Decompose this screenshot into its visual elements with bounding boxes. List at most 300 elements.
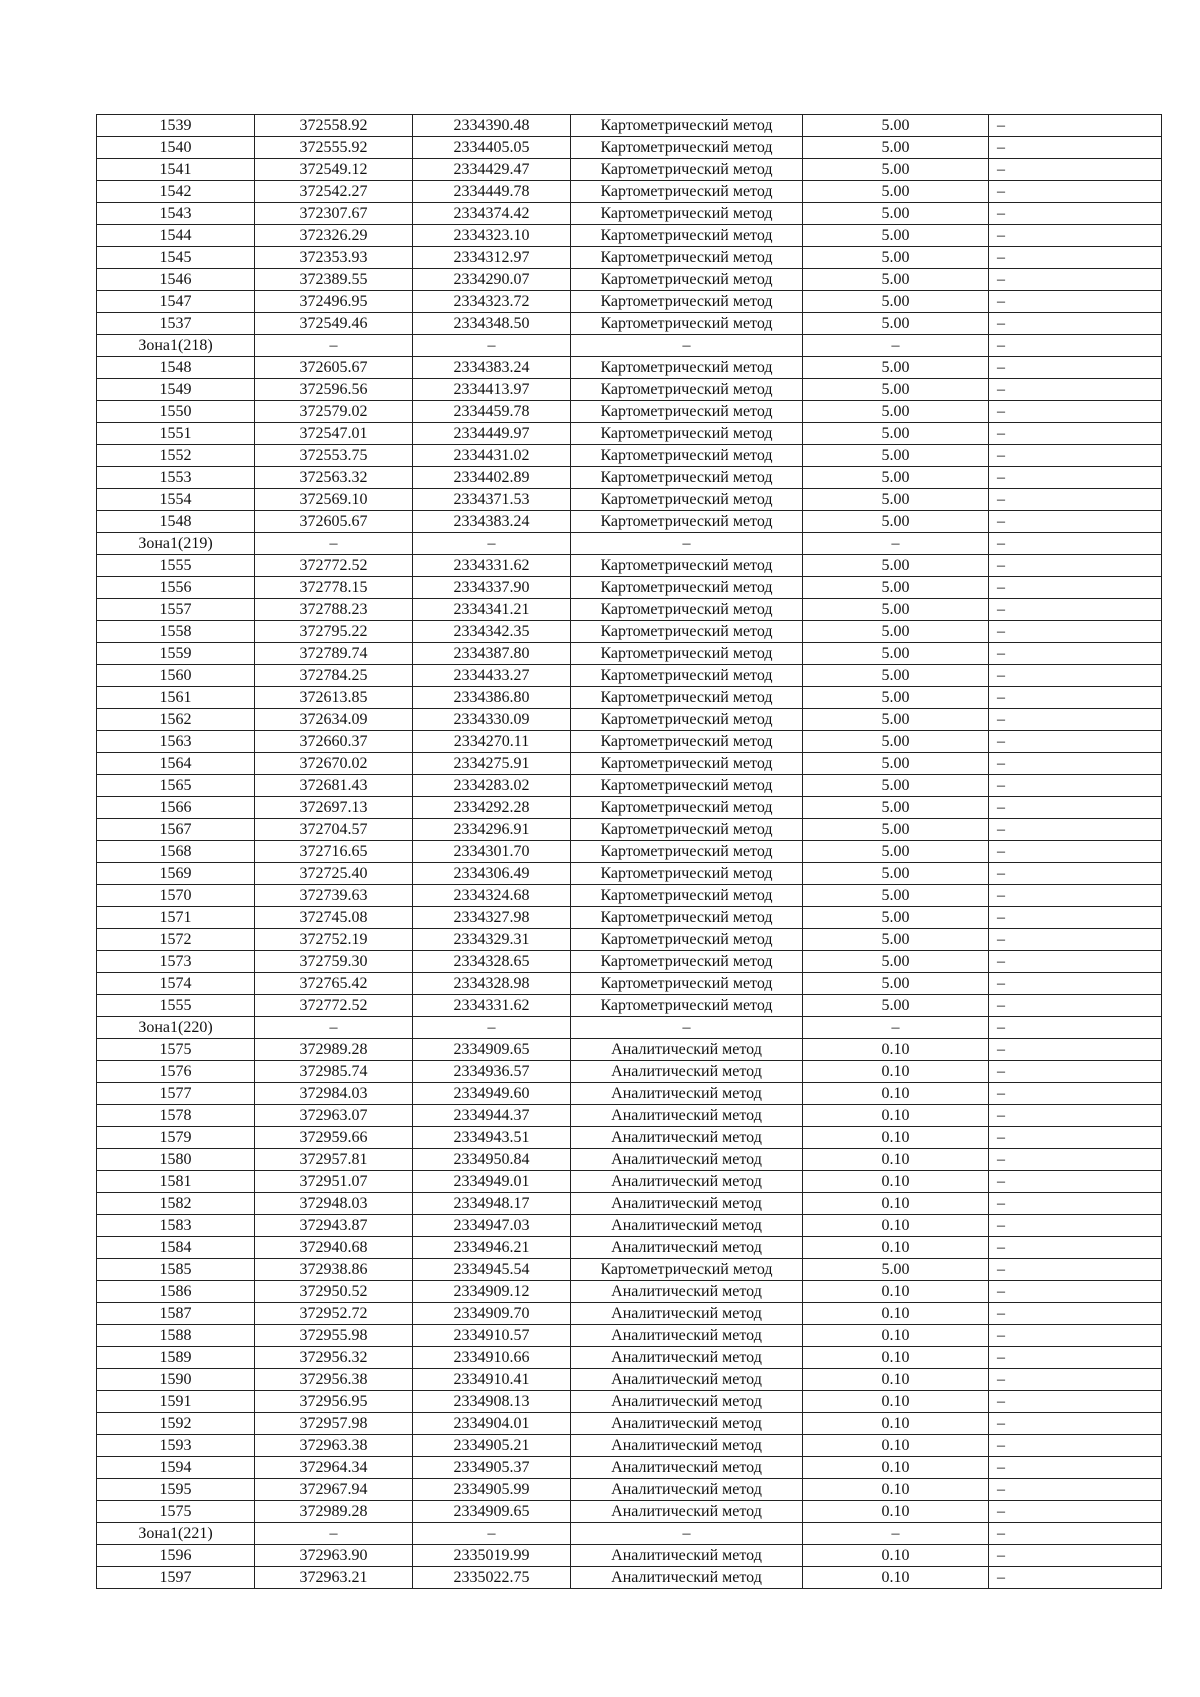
x-coordinate-cell: 372959.66: [255, 1127, 413, 1149]
method-cell: Картометрический метод: [571, 247, 803, 269]
extra-cell: –: [989, 731, 1162, 753]
method-cell: –: [571, 335, 803, 357]
accuracy-cell: 5.00: [803, 995, 989, 1017]
table-row: [97, 753, 1162, 775]
accuracy-cell: 5.00: [803, 775, 989, 797]
x-coordinate-cell: 372704.57: [255, 819, 413, 841]
y-coordinate-cell: 2334943.51: [413, 1127, 571, 1149]
extra-cell: –: [989, 709, 1162, 731]
table-row: [97, 1435, 1162, 1457]
point-id-cell: 1563: [97, 731, 255, 753]
y-coordinate-cell: 2334371.53: [413, 489, 571, 511]
method-cell: Картометрический метод: [571, 753, 803, 775]
table-row: [97, 907, 1162, 929]
x-coordinate-cell: 372596.56: [255, 379, 413, 401]
accuracy-cell: 0.10: [803, 1237, 989, 1259]
y-coordinate-cell: –: [413, 335, 571, 357]
point-id-cell: 1556: [97, 577, 255, 599]
accuracy-cell: 0.10: [803, 1567, 989, 1589]
point-id-cell: 1591: [97, 1391, 255, 1413]
y-coordinate-cell: 2334905.37: [413, 1457, 571, 1479]
method-cell: Картометрический метод: [571, 797, 803, 819]
accuracy-cell: 5.00: [803, 665, 989, 687]
method-cell: Аналитический метод: [571, 1501, 803, 1523]
table-row: [97, 511, 1162, 533]
y-coordinate-cell: 2334323.72: [413, 291, 571, 313]
x-coordinate-cell: 372605.67: [255, 357, 413, 379]
method-cell: Аналитический метод: [571, 1479, 803, 1501]
extra-cell: –: [989, 1303, 1162, 1325]
point-id-cell: 1596: [97, 1545, 255, 1567]
y-coordinate-cell: 2334949.01: [413, 1171, 571, 1193]
y-coordinate-cell: 2334904.01: [413, 1413, 571, 1435]
method-cell: Аналитический метод: [571, 1061, 803, 1083]
extra-cell: –: [989, 1237, 1162, 1259]
table-row: [97, 1259, 1162, 1281]
y-coordinate-cell: 2334292.28: [413, 797, 571, 819]
extra-cell: –: [989, 951, 1162, 973]
point-id-cell: 1585: [97, 1259, 255, 1281]
y-coordinate-cell: 2334909.65: [413, 1039, 571, 1061]
point-id-cell: 1587: [97, 1303, 255, 1325]
y-coordinate-cell: 2334329.31: [413, 929, 571, 951]
accuracy-cell: 0.10: [803, 1039, 989, 1061]
table-row: [97, 643, 1162, 665]
accuracy-cell: 5.00: [803, 137, 989, 159]
extra-cell: –: [989, 489, 1162, 511]
x-coordinate-cell: 372956.38: [255, 1369, 413, 1391]
extra-cell: –: [989, 137, 1162, 159]
x-coordinate-cell: 372697.13: [255, 797, 413, 819]
table-row: [97, 1457, 1162, 1479]
table-row: [97, 1039, 1162, 1061]
y-coordinate-cell: 2334390.48: [413, 115, 571, 137]
extra-cell: –: [989, 1061, 1162, 1083]
y-coordinate-cell: 2334374.42: [413, 203, 571, 225]
table-row: [97, 1347, 1162, 1369]
y-coordinate-cell: 2334910.66: [413, 1347, 571, 1369]
extra-cell: –: [989, 599, 1162, 621]
x-coordinate-cell: 372759.30: [255, 951, 413, 973]
table-row: [97, 1303, 1162, 1325]
extra-cell: –: [989, 929, 1162, 951]
accuracy-cell: 5.00: [803, 247, 989, 269]
y-coordinate-cell: 2334948.17: [413, 1193, 571, 1215]
y-coordinate-cell: 2334909.65: [413, 1501, 571, 1523]
x-coordinate-cell: 372353.93: [255, 247, 413, 269]
accuracy-cell: 5.00: [803, 203, 989, 225]
table-row: [97, 797, 1162, 819]
table-row: [97, 1479, 1162, 1501]
accuracy-cell: 5.00: [803, 445, 989, 467]
extra-cell: –: [989, 357, 1162, 379]
x-coordinate-cell: 372496.95: [255, 291, 413, 313]
point-id-cell: 1547: [97, 291, 255, 313]
method-cell: Картометрический метод: [571, 423, 803, 445]
point-id-cell: 1548: [97, 511, 255, 533]
point-id-cell: 1550: [97, 401, 255, 423]
extra-cell: –: [989, 1413, 1162, 1435]
method-cell: Картометрический метод: [571, 599, 803, 621]
x-coordinate-cell: 372558.92: [255, 115, 413, 137]
method-cell: Аналитический метод: [571, 1369, 803, 1391]
x-coordinate-cell: 372681.43: [255, 775, 413, 797]
accuracy-cell: 0.10: [803, 1413, 989, 1435]
x-coordinate-cell: –: [255, 533, 413, 555]
table-row: [97, 973, 1162, 995]
extra-cell: –: [989, 1039, 1162, 1061]
table-row: [97, 775, 1162, 797]
point-id-cell: 1537: [97, 313, 255, 335]
extra-cell: –: [989, 1127, 1162, 1149]
accuracy-cell: 5.00: [803, 379, 989, 401]
x-coordinate-cell: 372955.98: [255, 1325, 413, 1347]
y-coordinate-cell: 2334275.91: [413, 753, 571, 775]
y-coordinate-cell: 2334283.02: [413, 775, 571, 797]
extra-cell: –: [989, 1435, 1162, 1457]
x-coordinate-cell: 372952.72: [255, 1303, 413, 1325]
method-cell: Картометрический метод: [571, 137, 803, 159]
extra-cell: –: [989, 445, 1162, 467]
y-coordinate-cell: 2334383.24: [413, 511, 571, 533]
extra-cell: –: [989, 1259, 1162, 1281]
x-coordinate-cell: 372956.32: [255, 1347, 413, 1369]
method-cell: Картометрический метод: [571, 643, 803, 665]
extra-cell: –: [989, 973, 1162, 995]
extra-cell: –: [989, 1215, 1162, 1237]
x-coordinate-cell: 372613.85: [255, 687, 413, 709]
table-row: [97, 1325, 1162, 1347]
y-coordinate-cell: 2334383.24: [413, 357, 571, 379]
table-row: [97, 555, 1162, 577]
extra-cell: –: [989, 1017, 1162, 1039]
point-id-cell: 1593: [97, 1435, 255, 1457]
y-coordinate-cell: 2334337.90: [413, 577, 571, 599]
point-id-cell: 1595: [97, 1479, 255, 1501]
accuracy-cell: 5.00: [803, 1259, 989, 1281]
y-coordinate-cell: –: [413, 533, 571, 555]
point-id-cell: 1539: [97, 115, 255, 137]
table-row: [97, 929, 1162, 951]
table-row: [97, 291, 1162, 313]
x-coordinate-cell: 372547.01: [255, 423, 413, 445]
x-coordinate-cell: 372964.34: [255, 1457, 413, 1479]
accuracy-cell: 5.00: [803, 489, 989, 511]
extra-cell: –: [989, 1501, 1162, 1523]
accuracy-cell: 5.00: [803, 797, 989, 819]
x-coordinate-cell: 372605.67: [255, 511, 413, 533]
y-coordinate-cell: 2334296.91: [413, 819, 571, 841]
method-cell: Картометрический метод: [571, 401, 803, 423]
accuracy-cell: –: [803, 335, 989, 357]
x-coordinate-cell: 372555.92: [255, 137, 413, 159]
x-coordinate-cell: 372984.03: [255, 1083, 413, 1105]
x-coordinate-cell: 372795.22: [255, 621, 413, 643]
x-coordinate-cell: 372739.63: [255, 885, 413, 907]
y-coordinate-cell: 2334331.62: [413, 995, 571, 1017]
method-cell: Аналитический метод: [571, 1127, 803, 1149]
point-id-cell: 1569: [97, 863, 255, 885]
method-cell: Аналитический метод: [571, 1567, 803, 1589]
y-coordinate-cell: 2334301.70: [413, 841, 571, 863]
method-cell: Картометрический метод: [571, 489, 803, 511]
point-id-cell: 1589: [97, 1347, 255, 1369]
accuracy-cell: 0.10: [803, 1435, 989, 1457]
y-coordinate-cell: 2334905.21: [413, 1435, 571, 1457]
table-row: [97, 1083, 1162, 1105]
y-coordinate-cell: 2334944.37: [413, 1105, 571, 1127]
table-row: [97, 1391, 1162, 1413]
accuracy-cell: 5.00: [803, 929, 989, 951]
x-coordinate-cell: 372670.02: [255, 753, 413, 775]
table-row: [97, 1127, 1162, 1149]
method-cell: –: [571, 533, 803, 555]
x-coordinate-cell: 372789.74: [255, 643, 413, 665]
zone-label-cell: Зона1(218): [97, 335, 255, 357]
method-cell: Картометрический метод: [571, 819, 803, 841]
method-cell: Аналитический метод: [571, 1347, 803, 1369]
method-cell: Картометрический метод: [571, 577, 803, 599]
y-coordinate-cell: 2335019.99: [413, 1545, 571, 1567]
point-id-cell: 1583: [97, 1215, 255, 1237]
table-row: [97, 687, 1162, 709]
extra-cell: –: [989, 907, 1162, 929]
extra-cell: –: [989, 1567, 1162, 1589]
accuracy-cell: 5.00: [803, 643, 989, 665]
accuracy-cell: 0.10: [803, 1303, 989, 1325]
point-id-cell: 1541: [97, 159, 255, 181]
extra-cell: –: [989, 511, 1162, 533]
accuracy-cell: 0.10: [803, 1457, 989, 1479]
x-coordinate-cell: 372989.28: [255, 1039, 413, 1061]
accuracy-cell: 5.00: [803, 687, 989, 709]
y-coordinate-cell: 2334331.62: [413, 555, 571, 577]
accuracy-cell: 5.00: [803, 973, 989, 995]
point-id-cell: 1576: [97, 1061, 255, 1083]
point-id-cell: 1561: [97, 687, 255, 709]
method-cell: Картометрический метод: [571, 973, 803, 995]
extra-cell: –: [989, 379, 1162, 401]
extra-cell: –: [989, 1369, 1162, 1391]
point-id-cell: 1578: [97, 1105, 255, 1127]
y-coordinate-cell: 2334348.50: [413, 313, 571, 335]
x-coordinate-cell: 372778.15: [255, 577, 413, 599]
table-row: [97, 599, 1162, 621]
y-coordinate-cell: 2334949.60: [413, 1083, 571, 1105]
zone-header-row: [97, 1523, 1162, 1545]
point-id-cell: 1557: [97, 599, 255, 621]
extra-cell: –: [989, 313, 1162, 335]
x-coordinate-cell: 372788.23: [255, 599, 413, 621]
accuracy-cell: 5.00: [803, 115, 989, 137]
extra-cell: –: [989, 841, 1162, 863]
accuracy-cell: 0.10: [803, 1545, 989, 1567]
accuracy-cell: 5.00: [803, 357, 989, 379]
x-coordinate-cell: 372716.65: [255, 841, 413, 863]
x-coordinate-cell: 372957.81: [255, 1149, 413, 1171]
extra-cell: –: [989, 1083, 1162, 1105]
accuracy-cell: 0.10: [803, 1501, 989, 1523]
table-row: [97, 1215, 1162, 1237]
point-id-cell: 1549: [97, 379, 255, 401]
accuracy-cell: 0.10: [803, 1325, 989, 1347]
extra-cell: –: [989, 1281, 1162, 1303]
y-coordinate-cell: 2334290.07: [413, 269, 571, 291]
accuracy-cell: 0.10: [803, 1193, 989, 1215]
point-id-cell: 1594: [97, 1457, 255, 1479]
extra-cell: –: [989, 533, 1162, 555]
point-id-cell: 1575: [97, 1501, 255, 1523]
y-coordinate-cell: 2334950.84: [413, 1149, 571, 1171]
y-coordinate-cell: –: [413, 1523, 571, 1545]
x-coordinate-cell: 372326.29: [255, 225, 413, 247]
y-coordinate-cell: 2334323.10: [413, 225, 571, 247]
accuracy-cell: 5.00: [803, 269, 989, 291]
x-coordinate-cell: 372950.52: [255, 1281, 413, 1303]
x-coordinate-cell: –: [255, 335, 413, 357]
accuracy-cell: 5.00: [803, 621, 989, 643]
method-cell: Картометрический метод: [571, 181, 803, 203]
y-coordinate-cell: 2334328.65: [413, 951, 571, 973]
table-row: [97, 247, 1162, 269]
table-row: [97, 841, 1162, 863]
y-coordinate-cell: 2334910.57: [413, 1325, 571, 1347]
x-coordinate-cell: 372579.02: [255, 401, 413, 423]
method-cell: Аналитический метод: [571, 1105, 803, 1127]
accuracy-cell: 5.00: [803, 401, 989, 423]
method-cell: Аналитический метод: [571, 1149, 803, 1171]
x-coordinate-cell: 372943.87: [255, 1215, 413, 1237]
y-coordinate-cell: 2334936.57: [413, 1061, 571, 1083]
method-cell: Картометрический метод: [571, 467, 803, 489]
x-coordinate-cell: 372963.38: [255, 1435, 413, 1457]
x-coordinate-cell: 372389.55: [255, 269, 413, 291]
x-coordinate-cell: 372963.21: [255, 1567, 413, 1589]
table-row: [97, 1567, 1162, 1589]
table-row: [97, 1105, 1162, 1127]
method-cell: Картометрический метод: [571, 269, 803, 291]
table-row: [97, 621, 1162, 643]
point-id-cell: 1575: [97, 1039, 255, 1061]
table-row: [97, 489, 1162, 511]
y-coordinate-cell: 2334433.27: [413, 665, 571, 687]
y-coordinate-cell: 2334905.99: [413, 1479, 571, 1501]
method-cell: Картометрический метод: [571, 313, 803, 335]
method-cell: Аналитический метод: [571, 1237, 803, 1259]
y-coordinate-cell: 2334328.98: [413, 973, 571, 995]
method-cell: Картометрический метод: [571, 555, 803, 577]
x-coordinate-cell: 372549.12: [255, 159, 413, 181]
zone-header-row: [97, 1017, 1162, 1039]
accuracy-cell: 5.00: [803, 423, 989, 445]
method-cell: Аналитический метод: [571, 1215, 803, 1237]
point-id-cell: 1546: [97, 269, 255, 291]
extra-cell: –: [989, 1523, 1162, 1545]
method-cell: Картометрический метод: [571, 841, 803, 863]
table-row: [97, 1545, 1162, 1567]
coordinates-table-body: [97, 115, 1162, 1589]
method-cell: Картометрический метод: [571, 907, 803, 929]
table-row: [97, 225, 1162, 247]
y-coordinate-cell: 2334312.97: [413, 247, 571, 269]
extra-cell: –: [989, 247, 1162, 269]
extra-cell: –: [989, 159, 1162, 181]
extra-cell: –: [989, 291, 1162, 313]
accuracy-cell: 5.00: [803, 291, 989, 313]
x-coordinate-cell: 372569.10: [255, 489, 413, 511]
x-coordinate-cell: –: [255, 1017, 413, 1039]
x-coordinate-cell: 372563.32: [255, 467, 413, 489]
x-coordinate-cell: 372772.52: [255, 995, 413, 1017]
method-cell: Аналитический метод: [571, 1391, 803, 1413]
y-coordinate-cell: 2334945.54: [413, 1259, 571, 1281]
table-row: [97, 1061, 1162, 1083]
point-id-cell: 1564: [97, 753, 255, 775]
method-cell: Картометрический метод: [571, 445, 803, 467]
point-id-cell: 1581: [97, 1171, 255, 1193]
coordinates-table: [96, 114, 1162, 1589]
method-cell: Картометрический метод: [571, 115, 803, 137]
accuracy-cell: 0.10: [803, 1215, 989, 1237]
y-coordinate-cell: 2334327.98: [413, 907, 571, 929]
accuracy-cell: 5.00: [803, 555, 989, 577]
point-id-cell: 1570: [97, 885, 255, 907]
accuracy-cell: 5.00: [803, 731, 989, 753]
accuracy-cell: –: [803, 1523, 989, 1545]
table-row: [97, 1171, 1162, 1193]
table-row: [97, 885, 1162, 907]
point-id-cell: 1554: [97, 489, 255, 511]
point-id-cell: 1552: [97, 445, 255, 467]
method-cell: Картометрический метод: [571, 379, 803, 401]
extra-cell: –: [989, 555, 1162, 577]
point-id-cell: 1584: [97, 1237, 255, 1259]
extra-cell: –: [989, 1105, 1162, 1127]
point-id-cell: 1544: [97, 225, 255, 247]
table-row: [97, 577, 1162, 599]
method-cell: –: [571, 1523, 803, 1545]
table-row: [97, 445, 1162, 467]
x-coordinate-cell: 372634.09: [255, 709, 413, 731]
extra-cell: –: [989, 1149, 1162, 1171]
extra-cell: –: [989, 203, 1162, 225]
accuracy-cell: 5.00: [803, 467, 989, 489]
x-coordinate-cell: 372963.90: [255, 1545, 413, 1567]
accuracy-cell: 5.00: [803, 577, 989, 599]
point-id-cell: 1560: [97, 665, 255, 687]
table-row: [97, 181, 1162, 203]
point-id-cell: 1540: [97, 137, 255, 159]
extra-cell: –: [989, 225, 1162, 247]
point-id-cell: 1590: [97, 1369, 255, 1391]
method-cell: Картометрический метод: [571, 885, 803, 907]
point-id-cell: 1555: [97, 995, 255, 1017]
y-coordinate-cell: 2334910.41: [413, 1369, 571, 1391]
zone-header-row: [97, 335, 1162, 357]
zone-label-cell: Зона1(219): [97, 533, 255, 555]
accuracy-cell: 0.10: [803, 1127, 989, 1149]
method-cell: Картометрический метод: [571, 951, 803, 973]
accuracy-cell: 5.00: [803, 313, 989, 335]
accuracy-cell: 0.10: [803, 1105, 989, 1127]
method-cell: Аналитический метод: [571, 1281, 803, 1303]
method-cell: Аналитический метод: [571, 1083, 803, 1105]
extra-cell: –: [989, 401, 1162, 423]
y-coordinate-cell: 2334946.21: [413, 1237, 571, 1259]
accuracy-cell: 0.10: [803, 1171, 989, 1193]
extra-cell: –: [989, 687, 1162, 709]
table-row: [97, 709, 1162, 731]
